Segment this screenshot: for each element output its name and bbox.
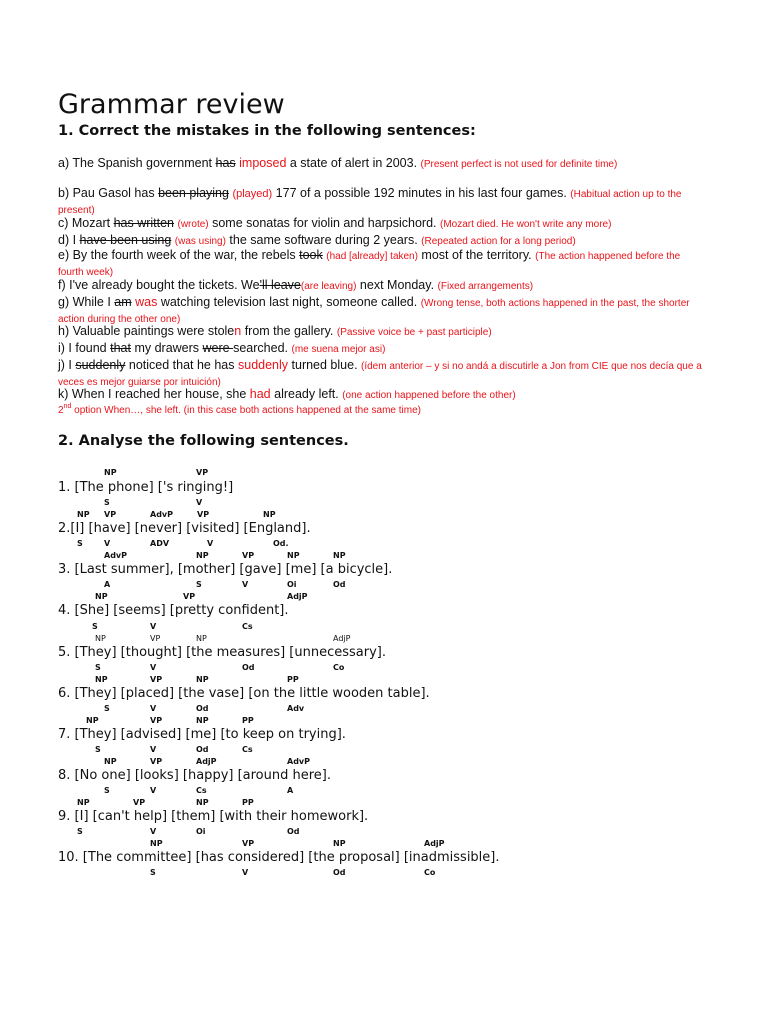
phrase-tag: NP — [333, 839, 346, 848]
phrase-tag: AdvP — [150, 510, 173, 519]
sentence-2: 2.[I] [have] [never] [visited] [England]. — [58, 521, 311, 536]
sentence-7: 7. [They] [advised] [me] [to keep on trying]. — [58, 727, 346, 742]
function-tag: Od. — [273, 539, 289, 548]
function-tag: Co — [424, 868, 436, 877]
function-tag: S — [77, 827, 83, 836]
function-tag: Od — [333, 580, 346, 589]
function-tag: V — [104, 539, 111, 548]
sentence-4: 4. [She] [seems] [pretty confident]. — [58, 603, 289, 618]
function-tag: S — [196, 580, 202, 589]
phrase-tag: NP — [196, 675, 209, 684]
phrase-tag: VP — [104, 510, 117, 519]
phrase-tag: AdjP — [287, 592, 308, 601]
phrase-tag: NP — [263, 510, 276, 519]
function-tag: Cs — [242, 745, 253, 754]
sentence-8: 8. [No one] [looks] [happy] [around here]. — [58, 768, 331, 783]
phrase-tag: VP — [150, 675, 163, 684]
phrase-tag: VP — [183, 592, 196, 601]
function-tag: ADV — [150, 539, 170, 548]
item-j: j) I suddenly noticed that he has suddenly turned blue. (ídem anterior – y si no andá a discutirle a Jon from CIE que nos decía que a veces es mejor guiarse por intuición) — [58, 358, 702, 388]
item-g: g) While I am was watching television last night, someone called. (Wrong tense, both actions happened in the past, the shorter action during the other one) — [58, 295, 690, 325]
phrase-tag: NP — [95, 634, 106, 643]
sentence-5: 5. [They] [thought] [the measures] [unnecessary]. — [58, 645, 386, 660]
function-tag: Oi — [196, 827, 206, 836]
phrase-tag: NP — [333, 551, 346, 560]
page-title: Grammar review — [58, 89, 285, 120]
function-tag: S — [95, 745, 101, 754]
phrase-tag: VP — [197, 510, 210, 519]
function-tag: S — [77, 539, 83, 548]
function-tag: Co — [333, 663, 345, 672]
phrase-tag: AdvP — [104, 551, 127, 560]
phrase-tag: NP — [196, 551, 209, 560]
item-k-second-option: 2nd option When…, she left. (in this case both actions happened at the same time) — [58, 402, 421, 416]
function-tag: V — [242, 580, 249, 589]
function-tag: V — [207, 539, 214, 548]
phrase-tag: NP — [287, 551, 300, 560]
phrase-tag: AdjP — [196, 757, 217, 766]
phrase-tag: AdjP — [333, 634, 351, 643]
function-tag: V — [150, 745, 157, 754]
phrase-tag: NP — [196, 798, 209, 807]
phrase-tag: NP — [95, 592, 108, 601]
function-tag: A — [287, 786, 294, 795]
function-tag: S — [104, 498, 110, 507]
function-tag: V — [242, 868, 249, 877]
phrase-tag: PP — [287, 675, 299, 684]
phrase-tag: NP — [77, 798, 90, 807]
function-tag: Cs — [196, 786, 207, 795]
function-tag: S — [92, 622, 98, 631]
phrase-tag: VP — [150, 634, 161, 643]
phrase-tag: PP — [242, 716, 254, 725]
item-a: a) The Spanish government has imposed a state of alert in 2003. (Present perfect is not used for definite time) — [58, 156, 618, 170]
function-tag: A — [104, 580, 111, 589]
function-tag: S — [104, 704, 110, 713]
function-tag: Cs — [242, 622, 253, 631]
sentence-9: 9. [I] [can't help] [them] [with their homework]. — [58, 809, 369, 824]
function-tag: Oi — [287, 580, 297, 589]
phrase-tag: VP — [133, 798, 146, 807]
function-tag: V — [196, 498, 203, 507]
item-d: d) I have been using (was using) the same software during 2 years. (Repeated action for a long period) — [58, 233, 576, 247]
function-tag: V — [150, 704, 157, 713]
sentence-3: 3. [Last summer], [mother] [gave] [me] [a bicycle]. — [58, 562, 393, 577]
phrase-tag: VP — [196, 468, 209, 477]
item-i: i) I found that my drawers were searched. (me suena mejor asi) — [58, 341, 386, 355]
phrase-tag: PP — [242, 798, 254, 807]
phrase-tag: AdvP — [287, 757, 310, 766]
phrase-tag: NP — [86, 716, 99, 725]
function-tag: S — [104, 786, 110, 795]
phrase-tag: NP — [196, 716, 209, 725]
phrase-tag: VP — [150, 716, 163, 725]
phrase-tag: VP — [242, 551, 255, 560]
function-tag: Od — [242, 663, 255, 672]
function-tag: Od — [196, 745, 209, 754]
phrase-tag: VP — [242, 839, 255, 848]
phrase-tag: NP — [104, 757, 117, 766]
function-tag: V — [150, 827, 157, 836]
phrase-tag: NP — [150, 839, 163, 848]
sentence-1: 1. [The phone] ['s ringing!] — [58, 480, 234, 495]
phrase-tag: VP — [150, 757, 163, 766]
sentence-10: 10. [The committee] [has considered] [the proposal] [inadmissible]. — [58, 850, 500, 865]
item-k: k) When I reached her house, she had already left. (one action happened before the other) — [58, 387, 516, 401]
phrase-tag: NP — [77, 510, 90, 519]
function-tag: Od — [333, 868, 346, 877]
function-tag: S — [150, 868, 156, 877]
phrase-tag: NP — [95, 675, 108, 684]
item-e: e) By the fourth week of the war, the rebels took (had [already] taken) most of the territory. (The action happened before the fourth week) — [58, 248, 681, 278]
item-h: h) Valuable paintings were stolen from the gallery. (Passive voice be + past participle) — [58, 324, 492, 338]
function-tag: S — [95, 663, 101, 672]
function-tag: V — [150, 786, 157, 795]
function-tag: V — [150, 663, 157, 672]
section-1-heading: 1. Correct the mistakes in the following sentences: — [58, 123, 476, 139]
function-tag: Od — [196, 704, 209, 713]
sentence-6: 6. [They] [placed] [the vase] [on the little wooden table]. — [58, 686, 430, 701]
phrase-tag: NP — [196, 634, 207, 643]
phrase-tag: NP — [104, 468, 117, 477]
function-tag: V — [150, 622, 157, 631]
item-f: f) I've already bought the tickets. We'll leave(are leaving) next Monday. (Fixed arrangements) — [58, 278, 534, 292]
phrase-tag: AdjP — [424, 839, 445, 848]
item-b: b) Pau Gasol has been playing (played) 177 of a possible 192 minutes in his last four games. (Habitual action up to the present) — [58, 186, 682, 216]
section-2-heading: 2. Analyse the following sentences. — [58, 433, 349, 449]
function-tag: Adv — [287, 704, 305, 713]
function-tag: Od — [287, 827, 300, 836]
item-c: c) Mozart has written (wrote) some sonatas for violin and harpsichord. (Mozart died. He won't write any more) — [58, 216, 612, 230]
